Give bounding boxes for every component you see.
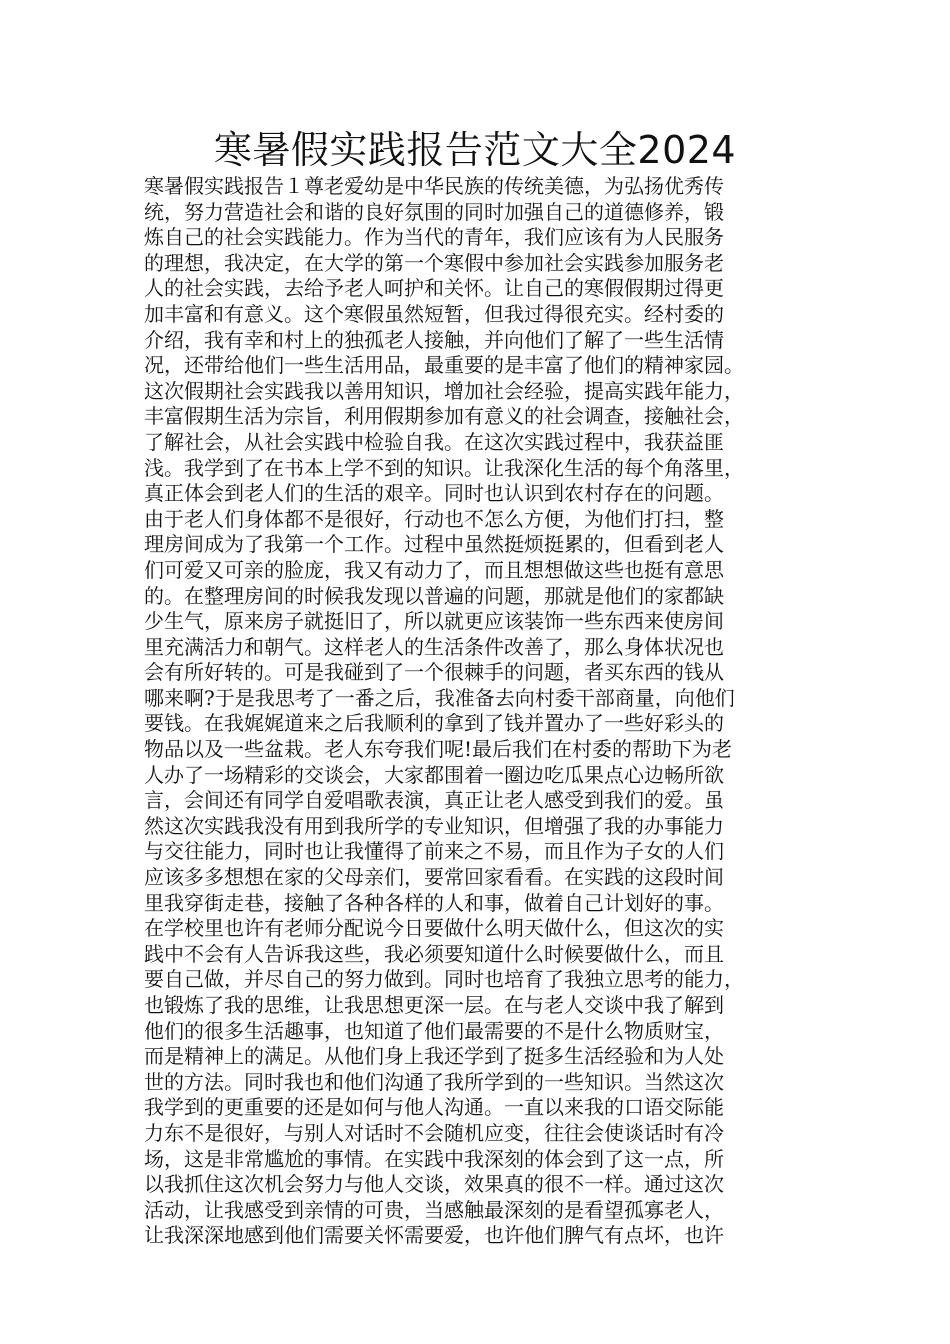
body-line: 里我穿街走巷，接触了各种各样的人和事，做着自己计划好的事。 — [144, 890, 724, 915]
body-line: 会有所好转的。可是我碰到了一个很棘手的问题，者买东西的钱从 — [144, 660, 724, 685]
body-line: 里充满活力和朝气。这样老人的生活条件改善了，那么身体状况也 — [144, 634, 724, 659]
body-line: 人的社会实践，去给予老人呵护和关怀。让自己的寒假假期过得更 — [144, 276, 724, 301]
body-line: 在学校里也许有老师分配说今日要做什么明天做什么，但这次的实 — [144, 916, 724, 941]
body-line: 他们的很多生活趣事，也知道了他们最需要的不是什么物质财宝， — [144, 1018, 724, 1043]
body-line: 践中不会有人告诉我这些，我必须要知道什么时候要做什么，而且 — [144, 941, 724, 966]
body-line: 的理想，我决定，在大学的第一个寒假中参加社会实践参加服务老 — [144, 250, 724, 275]
body-line: 而是精神上的满足。从他们身上我还学到了挺多生活经验和为人处 — [144, 1044, 724, 1069]
body-line: 活动，让我感受到亲情的可贵，当感触最深刻的是看望孤寡老人， — [144, 1197, 724, 1222]
body-line: 与交往能力，同时也让我懂得了前来之不易，而且作为子女的人们 — [144, 839, 724, 864]
body-line: 应该多多想想在家的父母亲们，要常回家看看。在实践的这段时间 — [144, 865, 724, 890]
body-line: 丰富假期生活为宗旨，利用假期参加有意义的社会调查，接触社会， — [144, 404, 744, 429]
body-line: 场，这是非常尴尬的事情。在实践中我深刻的体会到了这一点，所 — [144, 1146, 724, 1171]
body-line: 要钱。在我娓娓道来之后我顺利的拿到了钱并置办了一些好彩头的 — [144, 711, 724, 736]
body-line: 统，努力营造社会和谐的良好氛围的同时加强自己的道德修养，锻 — [144, 199, 724, 224]
body-line: 也锻炼了我的思维，让我思想更深一层。在与老人交谈中我了解到 — [144, 993, 724, 1017]
body-line: 炼自己的社会实践能力。作为当代的青年，我们应该有为人民服务 — [144, 225, 724, 250]
body-line: 让我深深地感到他们需要关怀需要爱，也许他们脾气有点坏，也许 — [144, 1223, 724, 1248]
body-line: 要自己做，并尽自己的努力做到。同时也培育了我独立思考的能力， — [144, 967, 744, 992]
body-line: 这次假期社会实践我以善用知识，增加社会经验，提高实践年能力， — [144, 378, 744, 403]
body-line: 介绍，我有幸和村上的独孤老人接触，并向他们了解了一些生活情 — [144, 327, 724, 352]
body-line: 况，还带给他们一些生活用品，最重要的是丰富了他们的精神家园。 — [144, 353, 744, 378]
body-line: 真正体会到老人们的生活的艰辛。同时也认识到农村存在的问题。 — [144, 481, 724, 506]
body-line: 以我抓住这次机会努力与他人交谈，效果真的很不一样。通过这次 — [144, 1172, 724, 1197]
body-line: 世的方法。同时我也和他们沟通了我所学到的一些知识。当然这次 — [144, 1069, 724, 1094]
body-line: 物品以及一些盆栽。老人东夸我们呢!最后我们在村委的帮助下为老 — [144, 737, 733, 762]
body-line: 少生气，原来房子就挺旧了，所以就更应该装饰一些东西来使房间 — [144, 609, 724, 634]
body-line: 力东不是很好，与别人对话时不会随机应变，往往会使谈话时有冷 — [144, 1120, 724, 1145]
document-title: 寒暑假实践报告范文大全2024 — [213, 128, 737, 172]
body-line: 我学到的更重要的还是如何与他人沟通。一直以来我的口语交际能 — [144, 1095, 724, 1120]
body-line: 理房间成为了我第一个工作。过程中虽然挺烦挺累的，但看到老人 — [144, 532, 724, 557]
body-line: 言，会间还有同学自爱唱歌表演，真正让老人感受到我们的爱。虽 — [144, 788, 724, 813]
body-line: 的。在整理房间的时候我发现以普遍的问题，那就是他们的家都缺 — [144, 583, 724, 608]
body-line: 然这次实践我没有用到我所学的专业知识，但增强了我的办事能力 — [144, 813, 724, 838]
body-line: 人办了一场精彩的交谈会，大家都围着一圈边吃瓜果点心边畅所欲 — [144, 762, 724, 787]
document-body — [144, 174, 824, 1249]
body-line: 们可爱又可亲的脸庞，我又有动力了，而且想想做这些也挺有意思 — [144, 557, 724, 582]
body-line: 了解社会，从社会实践中检验自我。在这次实践过程中，我获益匪 — [144, 429, 724, 454]
body-line: 由于老人们身体都不是很好，行动也不怎么方便，为他们打扫，整 — [144, 506, 724, 531]
body-line: 浅。我学到了在书本上学不到的知识。让我深化生活的每个角落里， — [144, 455, 744, 480]
body-line: 加丰富和有意义。这个寒假虽然短暂，但我过得很充实。经村委的 — [144, 301, 724, 326]
body-line: 寒暑假实践报告１尊老爱幼是中华民族的传统美德，为弘扬优秀传 — [144, 174, 724, 198]
body-line: 哪来啊?于是我思考了一番之后，我准备去向村委干部商量，向他们 — [144, 685, 735, 710]
